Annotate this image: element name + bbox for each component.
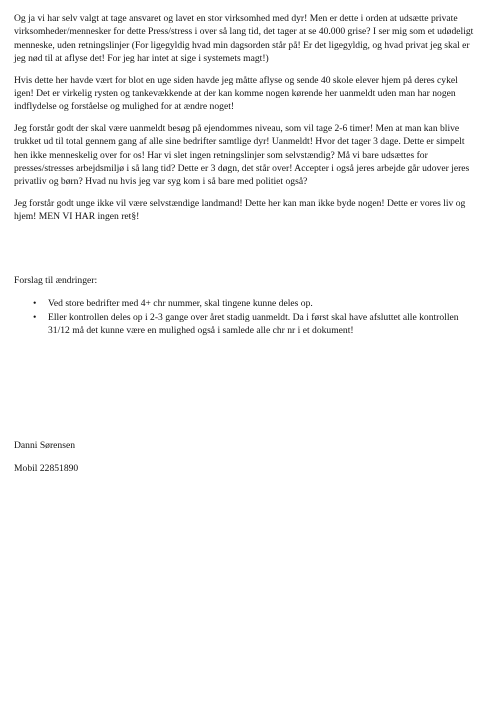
proposal-text-1: Ved store bedrifter med 4+ chr nummer, skal tingene kunne deles op.: [48, 298, 313, 310]
body-paragraph-3: Jeg forstår godt der skal være uanmeldt besøg på ejendommes niveau, som vil tage 2-6 timer! Men at man kan blive trukket ud til total gennem gang af alle sine bedrifter samtlige dyr! Uanmeldt! Hvor det tager 3 dage. Dette er simpelt hen ikke menneskelig over for os! Har vi slet ingen retningslinjer som selvstændig? Må vi bare udsættes for presses/stresses arbejdsmiljø i så lang tid? Dette er 3 døgn, det står over! Accepter i også jeres arbejde går udover jeres privatliv og børn? Hvad nu hvis jeg var syg kom i så bare med politiet også?: [14, 122, 470, 188]
list-item: [14, 311, 476, 338]
body-paragraph-1: Og ja vi har selv valgt at tage ansvaret og lavet en stor virksomhed med dyr! Men er dette i orden at udsætte private virksomheder/mennesker for dette Press/stress i over så lang tid, det tager at se 40.000 grise? I ser mig som et udødeligt menneske, uden retningslinjer (For ligegyldig hvad min dagsorden står på! Er det ligegyldig, og hvad privat jeg skal er jeg nød til at aflyse det! For jeg har intet at sige i systemets magt!): [14, 13, 474, 65]
vertical-spacer: [14, 232, 476, 274]
signature-name: Danni Sørensen: [14, 440, 76, 452]
signature-phone: Mobil 22851890: [14, 462, 79, 474]
body-paragraph-2: Hvis dette her havde vært for blot en uge siden havde jeg måtte aflyse og sende 40 skole elever hjem på deres cykel igen! Det er virkelig rysten og tankevækkende at der kan komme nogen kørende her uanmeldt uden man har nogen indflydelse og forståelse og mulighed for at ændre noget!: [14, 74, 458, 113]
proposals-list: [14, 297, 476, 337]
proposal-text-2: Eller kontrollen deles op i 2-3 gange over året stadig uanmeldt. Da i først skal have afsluttet alle kontrollen 31/12 må det kunne være en mulighed også i samlede alle chr nr i et dokument!: [48, 311, 459, 336]
vertical-spacer: [14, 337, 476, 439]
bullet-icon: •: [33, 311, 37, 323]
document-page: [14, 12, 476, 475]
bullet-icon: •: [33, 298, 37, 310]
body-paragraph-4: Jeg forstår godt unge ikke vil være selvstændige landmand! Dette her kan man ikke byde nogen! Dette er vores liv og hjem! MEN VI HAR ingen ret§!: [14, 197, 466, 223]
proposals-heading: Forslag til ændringer:: [14, 274, 98, 286]
list-item: [14, 297, 476, 310]
